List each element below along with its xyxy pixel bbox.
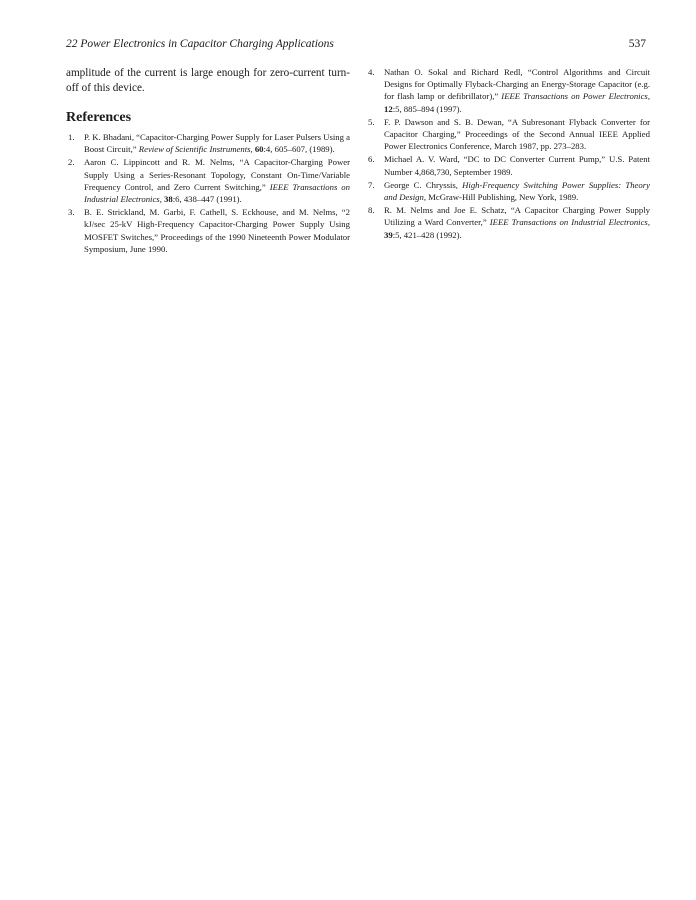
- reference-text: George C. Chryssis,: [384, 179, 463, 190]
- reference-number: 3.: [68, 207, 75, 218]
- reference-number: 1.: [68, 132, 75, 142]
- reference-text: ,: [250, 144, 255, 155]
- page-number: 537: [628, 38, 646, 50]
- reference-text: ,: [647, 217, 650, 228]
- intro-paragraph: amplitude of the current is large enough for zero-current turn-off of this device.: [66, 67, 350, 94]
- reference-text: :5, 885–894 (1997).: [392, 103, 462, 114]
- reference-text: Michael A. V. Ward, “DC to DC Converter Current Pump,” U.S. Patent Number 4,868,730, September 1989.: [384, 154, 650, 177]
- reference-item: [366, 66, 650, 115]
- references-heading: References: [66, 110, 132, 125]
- reference-text: Nathan O. Sokal and Richard Redl, “Control Algorithms and Circuit Designs for Optimally Flyback-Charging an Energy-Storage Capacitor (e.g. for flash lamp or defibrillator),”: [384, 67, 650, 102]
- reference-number: 6.: [368, 154, 375, 165]
- journal-title: IEEE Transactions on Industrial Electronics: [489, 217, 648, 228]
- reference-list-right: [366, 66, 650, 241]
- journal-title: Review of Scientific Instruments: [138, 144, 251, 155]
- reference-text: :5, 421–428 (1992).: [392, 229, 462, 240]
- reference-text: :4, 605–607, (1989).: [263, 144, 335, 155]
- chapter-title: 22 Power Electronics in Capacitor Charging Applications: [66, 38, 334, 50]
- volume-number: 60: [254, 144, 264, 155]
- reference-number: 4.: [368, 67, 375, 77]
- reference-number: 8.: [368, 205, 375, 216]
- reference-text: P. K. Bhadani, “Capacitor-Charging Power Supply for Laser Pulsers Using a Boost Circuit,”: [84, 132, 350, 155]
- reference-text: :6, 438–447 (1991).: [172, 194, 242, 205]
- volume-number: 12: [384, 103, 393, 114]
- reference-number: 7.: [368, 179, 375, 190]
- reference-text: R. M. Nelms and Joe E. Schatz, “A Capacitor Charging Power Supply Utilizing a Ward Converter,”: [384, 205, 650, 228]
- reference-text: B. E. Strickland, M. Garbi, F. Cathell, S. Eckhouse, and M. Nelms, “2 kJ/sec 25-kV High-Frequency Capacitor-Charging Power Supply Using MOSFET Switches,” Proceedings of the 1990 Nineteenth Power Modulator Symposium, June 1990.: [84, 207, 350, 254]
- reference-text: ,: [647, 91, 650, 102]
- reference-list-left: [66, 131, 350, 255]
- journal-title: IEEE Transactions on Power Electronics: [501, 91, 648, 102]
- journal-title: IEEE Transactions on Industrial Electronics: [84, 181, 350, 205]
- book-title: High-Frequency Switching Power Supplies: Theory and Design: [384, 179, 650, 203]
- volume-number: 38: [164, 194, 173, 205]
- left-column: [66, 66, 350, 256]
- reference-text: F. P. Dawson and S. B. Dewan, “A Subresonant Flyback Converter for Capacitor Charging,” Proceedings of the Second Annual IEEE Applied Power Electronics Conference, March 1987, pp. 273–283.: [384, 116, 650, 152]
- reference-number: 5.: [368, 116, 375, 127]
- reference-item: [366, 179, 650, 203]
- reference-item: [366, 116, 650, 153]
- running-head: [66, 38, 646, 50]
- reference-item: [366, 153, 650, 177]
- reference-text: Aaron C. Lippincott and R. M. Nelms, “A Capacitor-Charging Power Supply Using a Series-Resonant Topology, Constant On-Time/Variable Frequency Control, and Zero Current Switching,”: [84, 157, 350, 192]
- reference-text: ,: [159, 194, 165, 205]
- reference-item: [66, 156, 350, 205]
- reference-item: [66, 206, 350, 255]
- reference-text: , McGraw-Hill Publishing, New York, 1989.: [423, 192, 579, 203]
- reference-item: [66, 131, 350, 155]
- right-column: [366, 66, 650, 242]
- reference-number: 2.: [68, 157, 75, 168]
- volume-number: 39: [384, 229, 393, 240]
- reference-item: [366, 204, 650, 241]
